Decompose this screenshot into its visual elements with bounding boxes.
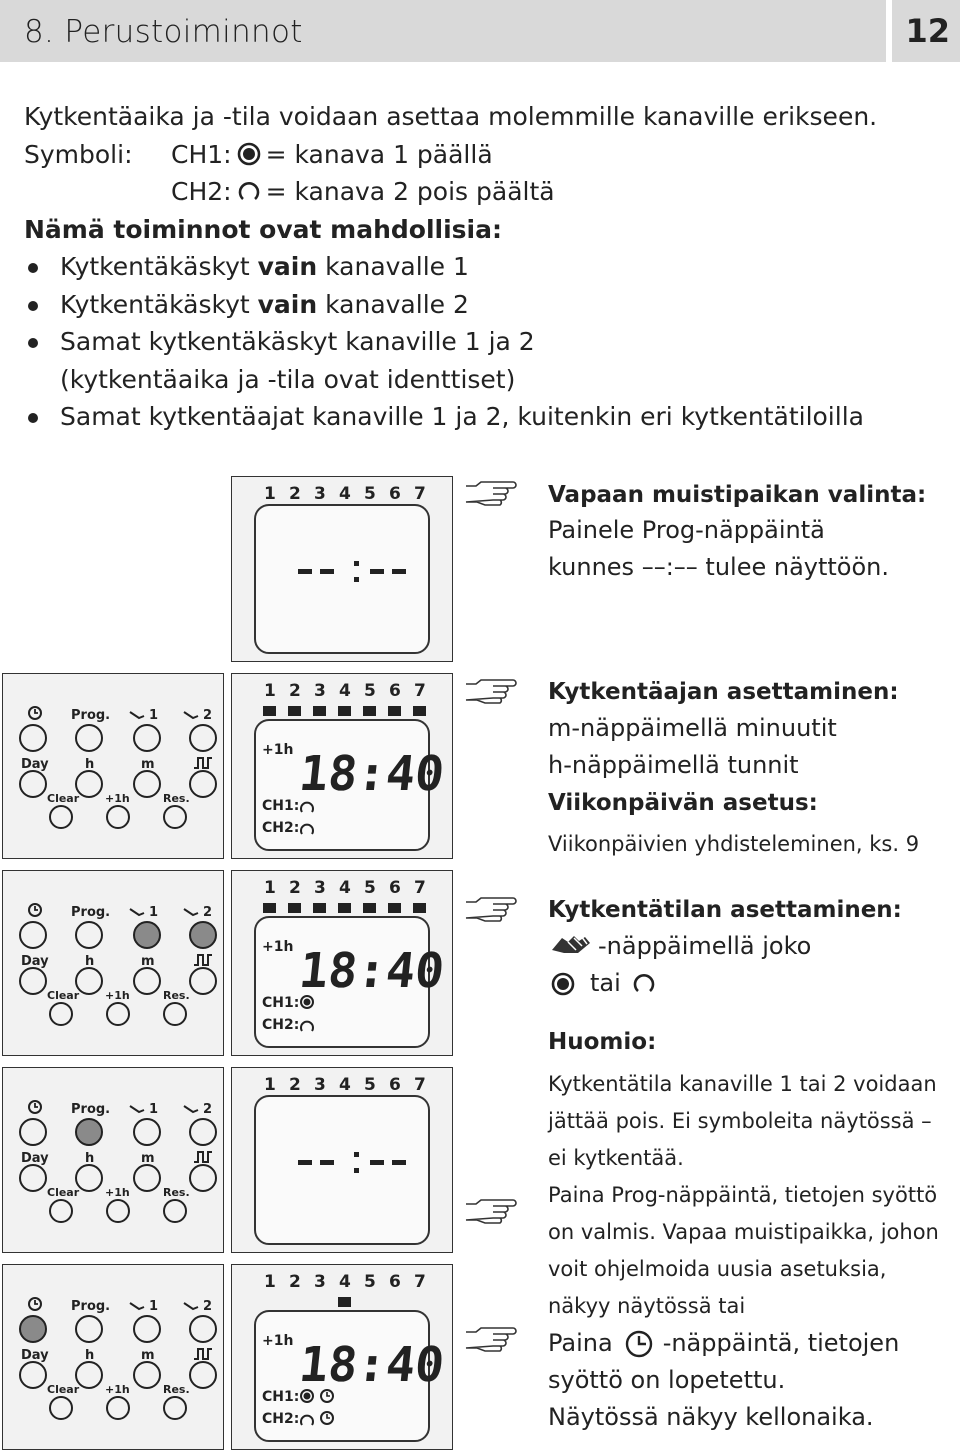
h-key[interactable]	[76, 1362, 102, 1388]
pulse-key[interactable]	[190, 771, 216, 797]
lcd-graphic	[232, 871, 452, 1055]
h-key-label: h	[85, 757, 95, 772]
plus1h-key[interactable]	[107, 1397, 129, 1419]
svg-text:Clear: Clear	[47, 1186, 80, 1199]
svg-text:+1h: +1h	[262, 1333, 294, 1349]
step-line: on valmis. Vapaa muistipaikka, johon	[548, 1220, 939, 1244]
step-line: voit ohjelmoida uusia asetuksia,	[548, 1257, 887, 1281]
ch1-key-label: 1	[149, 708, 159, 723]
plus1h-key[interactable]	[107, 806, 129, 828]
res-key[interactable]	[164, 1397, 186, 1419]
page-header	[0, 0, 960, 62]
res-key-label: Res.	[163, 792, 190, 805]
step-line: syöttö on lopetettu.	[548, 1366, 786, 1394]
pointing-hand-icon	[463, 676, 523, 706]
channel-off-icon	[232, 178, 266, 206]
svg-text:2: 2	[289, 1075, 301, 1095]
svg-text:Res.: Res.	[163, 1383, 190, 1396]
functions-heading: Nämä toiminnot ovat mahdollisia:	[24, 214, 502, 244]
keypad-panel	[2, 1264, 224, 1450]
pulse-icon	[194, 758, 212, 768]
svg-text:5: 5	[364, 878, 376, 898]
svg-text:1: 1	[149, 1299, 159, 1314]
svg-text:1: 1	[149, 905, 159, 920]
ch2-text: = kanava 2 pois päältä	[265, 177, 555, 206]
step-line: Näytössä näkyy kellonaika.	[548, 1403, 874, 1431]
pulse-key[interactable]	[190, 968, 216, 994]
intro-line: Kytkentäaika ja -tila voidaan asettaa molemmille kanaville erikseen.	[24, 102, 878, 131]
svg-text:5: 5	[364, 681, 376, 701]
m-key[interactable]	[134, 968, 160, 994]
day-number: 4	[339, 484, 351, 504]
lcd-graphic	[232, 674, 452, 858]
hand-icon	[184, 909, 198, 915]
svg-text:3: 3	[314, 878, 326, 898]
step-heading: Vapaan muistipaikan valinta:	[548, 482, 927, 508]
pointing-hand-icon	[463, 478, 523, 508]
svg-text:7: 7	[414, 1272, 426, 1292]
m-key[interactable]	[134, 1165, 160, 1191]
svg-text:Prog.: Prog.	[71, 1299, 111, 1314]
clear-key-label: Clear	[47, 792, 80, 805]
svg-text:Prog.: Prog.	[71, 1102, 111, 1117]
svg-text:7: 7	[414, 681, 426, 701]
svg-text:+1h: +1h	[105, 1186, 130, 1199]
step-heading: Kytkentätilan asettaminen:	[548, 897, 902, 923]
svg-text:2: 2	[289, 681, 301, 701]
ch2-key[interactable]	[190, 725, 216, 751]
time-readout: 18:40	[296, 943, 447, 999]
svg-text:Day: Day	[21, 1151, 49, 1166]
svg-text:Res.: Res.	[163, 989, 190, 1002]
ch1-indicator: CH1:	[262, 798, 300, 814]
keypad-panel	[2, 870, 224, 1056]
step-line: Paina Prog-näppäintä, tietojen syöttö	[548, 1183, 938, 1207]
section-title: 8. Perustoiminnot	[24, 14, 303, 50]
res-key[interactable]	[164, 1003, 186, 1025]
time-readout: 18:40	[296, 746, 447, 802]
svg-text:3: 3	[314, 681, 326, 701]
svg-text:Day: Day	[21, 1348, 49, 1363]
lcd-display	[231, 1264, 453, 1450]
day-key-label: Day	[21, 757, 49, 772]
ch2-indicator: CH2:	[262, 820, 300, 836]
day-number: 3	[314, 484, 326, 504]
svg-text:1: 1	[264, 681, 276, 701]
svg-text:CH2:: CH2:	[262, 1411, 300, 1427]
svg-text:6: 6	[389, 1075, 401, 1095]
prog-key[interactable]	[76, 1316, 102, 1342]
svg-text:+1h: +1h	[105, 989, 130, 1002]
ch2-key[interactable]	[190, 1119, 216, 1145]
channel-on-icon	[232, 140, 266, 168]
list-item: Kytkentäkäskyt vain kanavalle 1	[24, 248, 944, 286]
svg-text:3: 3	[314, 1272, 326, 1292]
ch2-key-label: 2	[203, 708, 213, 723]
svg-text:Day: Day	[21, 954, 49, 969]
plus1h-key[interactable]	[107, 1003, 129, 1025]
lcd-display	[231, 476, 453, 662]
pulse-key[interactable]	[190, 1362, 216, 1388]
pulse-icon	[194, 955, 212, 965]
step-line: h-näppäimellä tunnit	[548, 751, 799, 779]
res-key[interactable]	[164, 1200, 186, 1222]
keypad-graphic	[3, 1265, 223, 1449]
svg-text:2: 2	[203, 1299, 213, 1314]
svg-text:+1h: +1h	[105, 1383, 130, 1396]
note-line: Kytkentätila kanaville 1 tai 2 voidaan	[548, 1072, 937, 1096]
ch2-label: CH2:	[171, 177, 232, 206]
m-key[interactable]	[134, 1362, 160, 1388]
svg-text:Res.: Res.	[163, 1186, 190, 1199]
ch1-key[interactable]	[134, 1119, 160, 1145]
day-indicator	[338, 1297, 351, 1307]
symbol-label: Symboli:	[24, 139, 133, 169]
svg-text:7: 7	[414, 878, 426, 898]
svg-text:h: h	[85, 1348, 95, 1363]
hand-icon	[130, 909, 144, 915]
symbol-line-ch1	[24, 136, 944, 174]
lcd-graphic	[232, 1068, 452, 1252]
svg-text:3: 3	[314, 1075, 326, 1095]
hand-icon	[130, 1106, 144, 1112]
svg-text:6: 6	[389, 878, 401, 898]
hand-icon	[184, 712, 198, 718]
ch1-text: = kanava 1 päällä	[265, 139, 493, 169]
lcd-graphic	[232, 477, 452, 661]
svg-text:2: 2	[289, 878, 301, 898]
svg-text:1: 1	[149, 1102, 159, 1117]
clock-key[interactable]	[20, 922, 46, 948]
step-line: Paina -näppäintä, tietojen	[548, 1325, 958, 1362]
svg-text:1: 1	[264, 878, 276, 898]
step-set-time	[548, 674, 958, 866]
ch1-key-pressed[interactable]	[134, 922, 160, 948]
hand-icon	[130, 1303, 144, 1309]
svg-text:+1h: +1h	[262, 939, 294, 955]
h-key[interactable]	[76, 771, 102, 797]
lcd-display	[231, 673, 453, 859]
day-number: 5	[364, 484, 376, 504]
day-key[interactable]	[20, 771, 46, 797]
day-indicators	[263, 903, 426, 913]
note-line: ei kytkentää.	[548, 1146, 684, 1170]
svg-text:h: h	[85, 1151, 95, 1166]
svg-text:2: 2	[203, 905, 213, 920]
svg-text:4: 4	[339, 878, 351, 898]
pulse-icon	[194, 1152, 212, 1162]
keypad-panel	[2, 673, 224, 859]
svg-text:Clear: Clear	[47, 989, 80, 1002]
svg-text:4: 4	[339, 1075, 351, 1095]
plus1h-indicator: +1h	[262, 742, 294, 758]
day-number: 6	[389, 484, 401, 504]
clock-key[interactable]	[20, 725, 46, 751]
list-item: Kytkentäkäskyt vain kanavalle 2	[24, 286, 944, 324]
step-set-mode	[548, 892, 958, 1436]
svg-text:m: m	[141, 1348, 155, 1363]
lcd-graphic	[232, 1265, 452, 1449]
pointing-hand-icon	[463, 894, 523, 924]
lcd-display	[231, 1067, 453, 1253]
day-number: 1	[264, 484, 276, 504]
clock-icon	[621, 1328, 661, 1360]
h-key[interactable]	[76, 1165, 102, 1191]
step-line: tai	[548, 965, 958, 1002]
res-key[interactable]	[164, 806, 186, 828]
lcd-display	[231, 870, 453, 1056]
manual-hand-icon	[548, 932, 598, 962]
day-key[interactable]	[20, 1165, 46, 1191]
step-heading: Viikonpäivän asetus:	[548, 790, 818, 816]
svg-text:4: 4	[339, 1272, 351, 1292]
pointing-hand-icon	[463, 1324, 523, 1354]
channel-on-icon	[548, 970, 582, 998]
day-number: 7	[414, 484, 426, 504]
clear-key[interactable]	[50, 1200, 72, 1222]
clock-key-pressed[interactable]	[20, 1316, 46, 1342]
channel-off-icon	[629, 970, 659, 998]
svg-text:CH1:: CH1:	[262, 1389, 300, 1405]
day-key[interactable]	[20, 1362, 46, 1388]
step-line: näkyy näytössä tai	[548, 1294, 746, 1318]
ch1-key[interactable]	[134, 725, 160, 751]
svg-text:Clear: Clear	[47, 1383, 80, 1396]
plus1h-key[interactable]	[107, 1200, 129, 1222]
svg-text:m: m	[141, 1151, 155, 1166]
step-line: -näppäimellä joko	[548, 928, 958, 965]
svg-text:1: 1	[264, 1075, 276, 1095]
functions-list	[24, 248, 944, 436]
list-item: Samat kytkentäkäskyt kanaville 1 ja 2	[24, 323, 944, 361]
m-key-label: m	[141, 757, 155, 772]
step-heading: Kytkentäajan asettaminen:	[548, 679, 899, 705]
svg-text:4: 4	[339, 681, 351, 701]
svg-text:m: m	[141, 954, 155, 969]
hand-icon	[184, 1106, 198, 1112]
keypad-graphic	[3, 1068, 223, 1252]
ch1-key[interactable]	[134, 1316, 160, 1342]
intro-text	[24, 98, 944, 436]
step-line: m-näppäimellä minuutit	[548, 714, 837, 742]
svg-text:7: 7	[414, 1075, 426, 1095]
note-line: jättää pois. Ei symboleita näytössä –	[548, 1109, 932, 1133]
ch2-key-pressed[interactable]	[190, 922, 216, 948]
step-line: kunnes ––:–– tulee näyttöön.	[548, 553, 890, 581]
svg-text:CH1:: CH1:	[262, 995, 300, 1011]
day-indicators	[263, 706, 426, 716]
note-heading: Huomio:	[548, 1029, 657, 1055]
symbol-line-ch2	[171, 173, 944, 211]
plus1h-key-label: +1h	[105, 792, 130, 805]
prog-key-label: Prog.	[71, 708, 111, 723]
m-key[interactable]	[134, 771, 160, 797]
prog-key-pressed[interactable]	[76, 1119, 102, 1145]
svg-text:Prog.: Prog.	[71, 905, 111, 920]
page-number: 12	[905, 12, 950, 50]
ch2-key[interactable]	[190, 1316, 216, 1342]
list-item: Samat kytkentäajat kanaville 1 ja 2, kuitenkin eri kytkentätiloilla	[24, 398, 944, 436]
hand-icon	[184, 1303, 198, 1309]
svg-text:2: 2	[203, 1102, 213, 1117]
list-item-continuation: (kytkentäaika ja -tila ovat identtiset)	[60, 364, 516, 394]
svg-text:5: 5	[364, 1272, 376, 1292]
pulse-key[interactable]	[190, 1165, 216, 1191]
svg-text:h: h	[85, 954, 95, 969]
step-line: Viikonpäivien yhdisteleminen, ks. 9	[548, 832, 920, 856]
time-readout: 18:40	[296, 1337, 447, 1393]
svg-text:6: 6	[389, 681, 401, 701]
svg-text:5: 5	[364, 1075, 376, 1095]
ch1-label: CH1:	[171, 139, 232, 169]
day-key[interactable]	[20, 968, 46, 994]
keypad-panel	[2, 1067, 224, 1253]
svg-text:6: 6	[389, 1272, 401, 1292]
clock-key[interactable]	[20, 1119, 46, 1145]
clear-key[interactable]	[50, 1003, 72, 1025]
day-number: 2	[289, 484, 301, 504]
prog-key[interactable]	[76, 922, 102, 948]
hand-icon	[130, 712, 144, 718]
step-line: Painele Prog-näppäintä	[548, 516, 825, 544]
svg-text:2: 2	[289, 1272, 301, 1292]
keypad-graphic	[3, 674, 223, 858]
pulse-icon	[194, 1349, 212, 1359]
h-key[interactable]	[76, 968, 102, 994]
prog-key[interactable]	[76, 725, 102, 751]
keypad-graphic	[3, 871, 223, 1055]
step-free-memory	[548, 478, 958, 586]
clear-key[interactable]	[50, 806, 72, 828]
pointing-hand-icon	[463, 1196, 523, 1226]
svg-text:CH2:: CH2:	[262, 1017, 300, 1033]
svg-text:1: 1	[264, 1272, 276, 1292]
clear-key[interactable]	[50, 1397, 72, 1419]
